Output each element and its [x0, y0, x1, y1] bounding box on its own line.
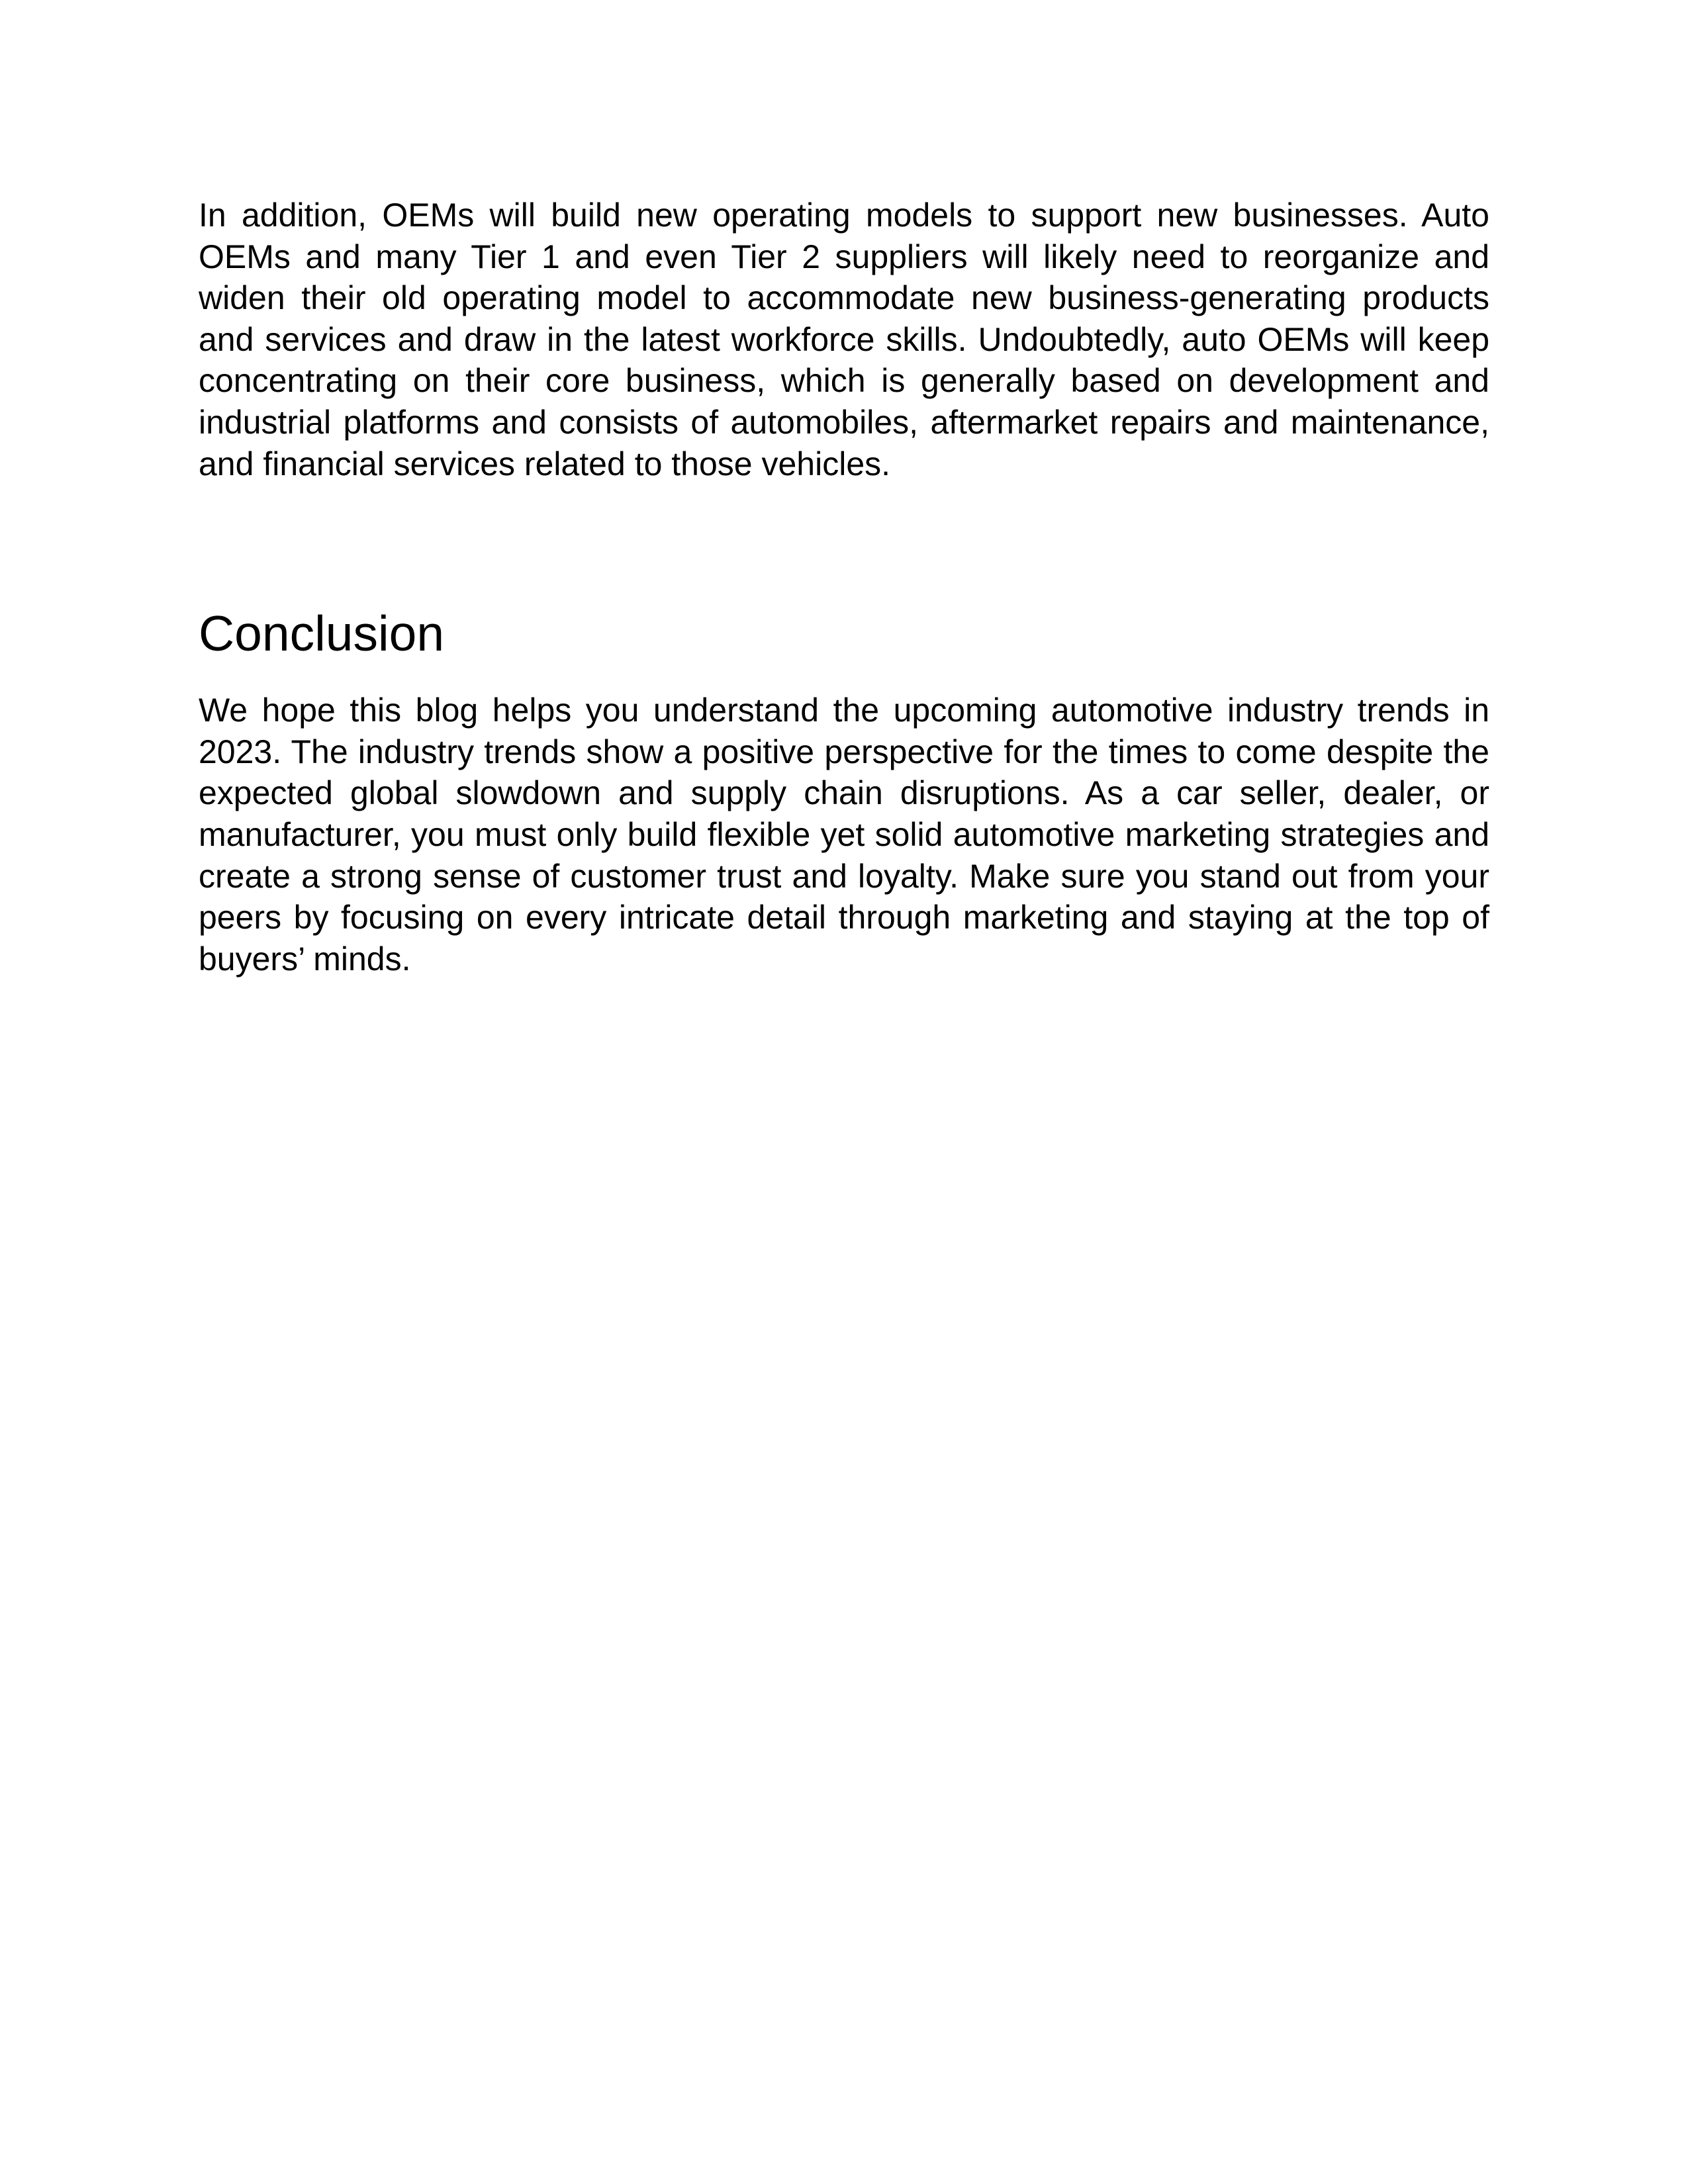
body-paragraph-oem-operating-models: In addition, OEMs will build new operating models to support new businesses. Auto OEMs and many Tier 1 and even Tier 2 suppliers will likely need to reorganize and widen their old operating model to accommodate new business-generating products and services and draw in the latest workforce skills. Undoubtedly, auto OEMs will keep concentrating on their core business, which is generally based on development and industrial platforms and consists of automobiles, aftermarket repairs and maintenance, and financial services related to those vehicles.: [199, 197, 1489, 482]
body-paragraph-conclusion: We hope this blog helps you understand the upcoming automotive industry trends in 2023. The industry trends show a positive perspective for the times to come despite the expected global slowdown and supply chain disruptions. As a car seller, dealer, or manufacturer, you must only build flexible yet solid automotive marketing strategies and create a strong sense of customer trust and loyalty. Make sure you stand out from your peers by focusing on every intricate detail through marketing and staying at the top of buyers’ minds.: [199, 692, 1489, 978]
document-content: [199, 195, 1489, 979]
section-heading-conclusion: Conclusion: [199, 606, 445, 662]
